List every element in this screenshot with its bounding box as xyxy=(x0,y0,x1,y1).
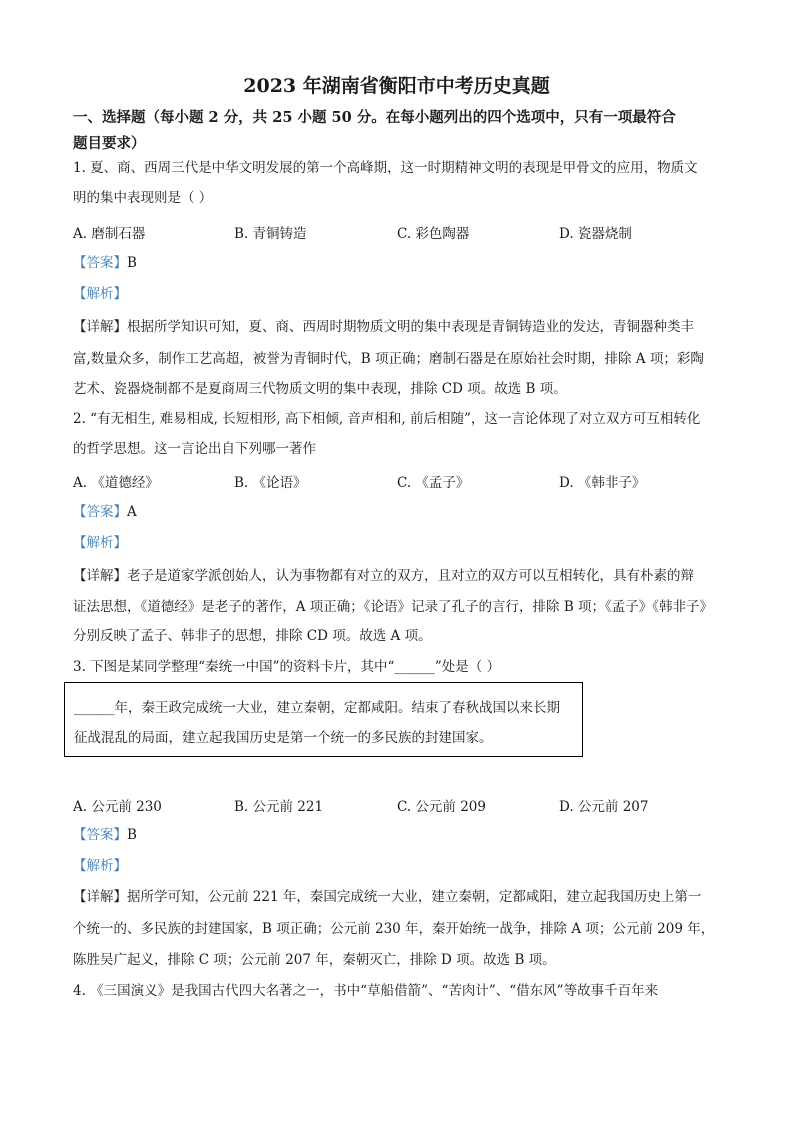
question-2-stem: 2. “有无相生, 难易相成, 长短相形, 高下相倾, 音声相和, 前后相随”，这一言论体现了对立双方可互相转化 xyxy=(73,411,701,427)
question-1-detail-cont: 艺术、瓷器烧制都不是夏商周三代物质文明的集中表现，排除 CD 项。故选 B 项。 xyxy=(73,381,567,397)
question-2-analysis-tag: 【解析】 xyxy=(73,535,127,551)
question-1-analysis-tag: 【解析】 xyxy=(73,286,127,302)
question-1-detail xyxy=(73,318,694,336)
question-2-stem-cont: 的哲学思想。这一言论出自下列哪一著作 xyxy=(73,441,316,457)
question-1-detail-cont: 富,数量众多，制作工艺高超，被誉为青铜时代，B 项正确；磨制石器是在原始社会时期，排除 A 项；彩陶 xyxy=(73,351,704,367)
info-card-line: 征战混乱的局面，建立起我国历史是第一个统一的多民族的封建国家。 xyxy=(74,730,493,746)
question-1-stem-cont: 明的集中表现则是（ ） xyxy=(73,190,213,206)
question-1-stem: 1. 夏、商、西周三代是中华文明发展的第一个高峰期，这一时期精神文明的表现是甲骨文的应用，物质文 xyxy=(73,160,698,176)
question-1-option-a: A. 磨制石器 xyxy=(73,226,146,242)
question-2-detail-cont: 证法思想，《道德经》是老子的著作，A 项正确；《论语》记录了孔子的言行，排除 B 项；《孟子》《韩非子》 xyxy=(73,599,714,615)
question-2-option-c: C. 《孟子》 xyxy=(397,475,470,491)
question-2-option-d: D. 《韩非子》 xyxy=(559,475,646,491)
answer-value: A xyxy=(127,504,137,520)
question-3-analysis-tag: 【解析】 xyxy=(73,858,127,874)
answer-tag: 【答案】 xyxy=(73,504,127,520)
detail-tag: 【详解】 xyxy=(73,568,127,584)
question-3-option-a: A. 公元前 230 xyxy=(73,799,162,815)
question-2-detail xyxy=(73,567,694,585)
question-2-detail-cont: 分别反映了孟子、韩非子的思想，排除 CD 项。故选 A 项。 xyxy=(73,628,432,644)
question-1-answer xyxy=(73,254,137,272)
answer-tag: 【答案】 xyxy=(73,255,127,271)
detail-text: 根据所学知识可知，夏、商、西周时期物质文明的集中表现是青铜铸造业的发达，青铜器种类丰 xyxy=(127,319,694,335)
question-1-option-c: C. 彩色陶器 xyxy=(397,226,470,242)
question-3-option-c: C. 公元前 209 xyxy=(397,799,486,815)
question-3-detail-cont: 陈胜吴广起义，排除 C 项；公元前 207 年，秦朝灭亡，排除 D 项。故选 B 项。 xyxy=(73,952,556,968)
question-2-option-b: B. 《论语》 xyxy=(234,475,307,491)
question-3-detail xyxy=(73,888,701,906)
answer-tag: 【答案】 xyxy=(73,827,127,843)
detail-tag: 【详解】 xyxy=(73,889,127,905)
question-3-detail-cont: 个统一的、多民族的封建国家，B 项正确；公元前 230 年，秦开始统一战争，排除 A 项；公元前 209 年， xyxy=(73,921,715,937)
question-4-stem: 4. 《三国演义》是我国古代四大名著之一，书中“草船借箭”、“苦肉计”、“借东风”等故事千百年来 xyxy=(73,983,659,999)
detail-text: 据所学可知，公元前 221 年，秦国完成统一大业，建立秦朝，定都咸阳，建立起我国历史上第一 xyxy=(127,889,702,905)
detail-tag: 【详解】 xyxy=(73,319,127,335)
answer-value: B xyxy=(127,827,137,843)
answer-value: B xyxy=(127,255,137,271)
question-1-option-d: D. 瓷器烧制 xyxy=(559,226,632,242)
question-1-option-b: B. 青铜铸造 xyxy=(234,226,307,242)
detail-text: 老子是道家学派创始人，认为事物都有对立的双方，且对立的双方可以互相转化，具有朴素的辩 xyxy=(127,568,694,584)
info-card-line: ______年，秦王政完成统一大业，建立秦朝，定都咸阳。结束了春秋战国以来长期 xyxy=(74,700,560,716)
question-2-answer xyxy=(73,503,137,521)
question-3-option-b: B. 公元前 221 xyxy=(234,799,324,815)
question-3-option-d: D. 公元前 207 xyxy=(559,799,649,815)
page-title: 2023 年湖南省衡阳市中考历史真题 xyxy=(243,75,550,97)
section-heading-cont: 题目要求） xyxy=(73,135,146,152)
section-heading: 一、选择题（每小题 2 分，共 25 小题 50 分。在每小题列出的四个选项中，只有一项最符合 xyxy=(73,109,676,126)
question-3-answer xyxy=(73,826,137,844)
question-2-option-a: A. 《道德经》 xyxy=(73,475,159,491)
question-3-stem: 3. 下图是某同学整理“秦统一中国”的资料卡片，其中“______”处是（ ） xyxy=(73,659,501,675)
info-card xyxy=(64,682,583,757)
